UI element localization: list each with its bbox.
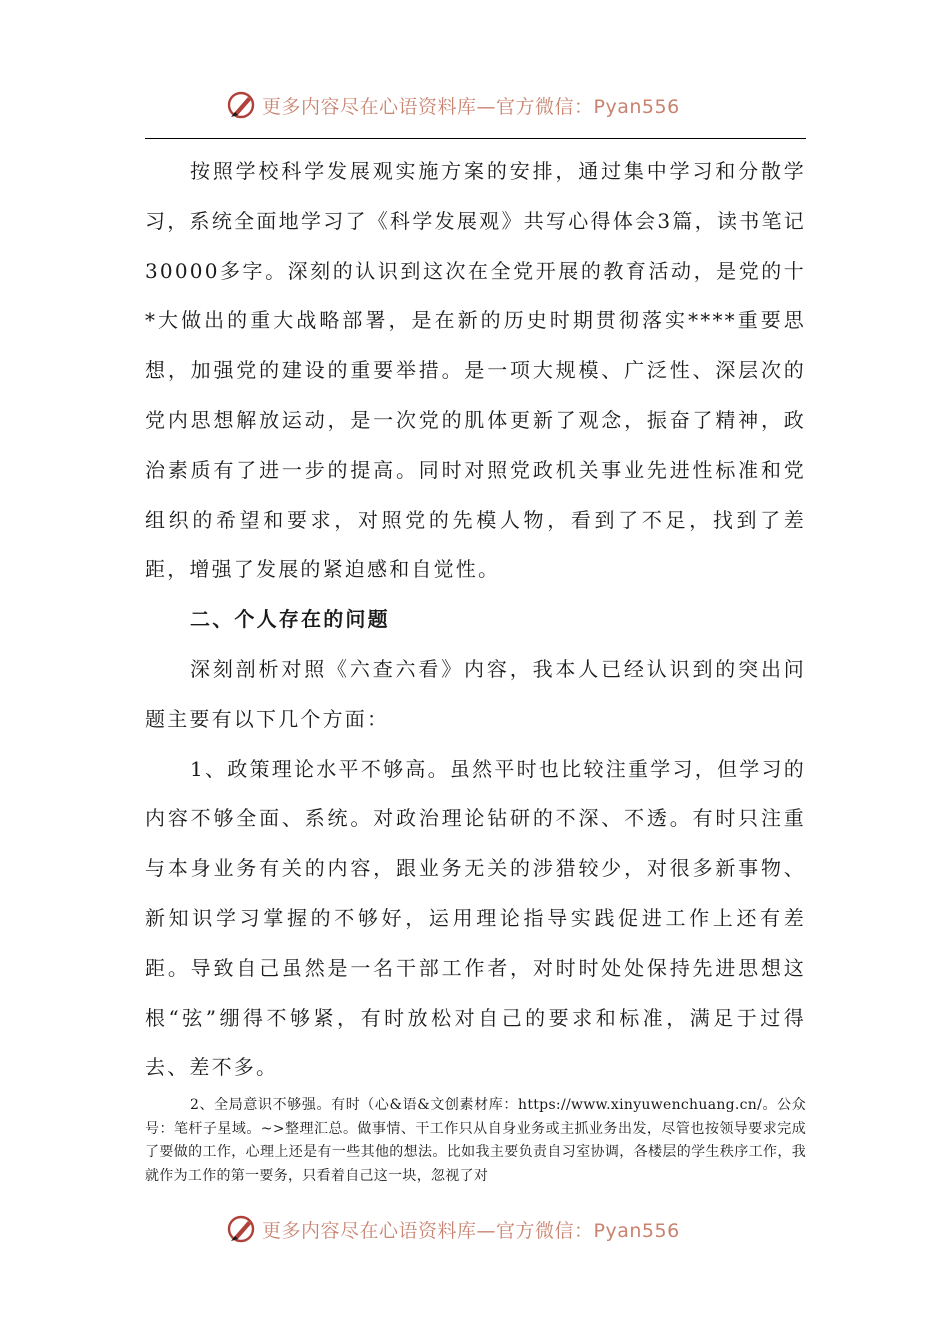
footer-banner — [226, 1212, 680, 1246]
header-divider — [145, 138, 806, 139]
small-paragraph: 2、全局意识不够强。有时（心&语&文创素材库：https://www.xinyuwenchuang.cn/。公众号：笔杆子星域。~>整理汇总。做事情、干工作只从自身业务或主抓业务出发，尽管也按领导要求完成了要做的工作，心理上还是有一些其他的想法。比如我主要负责自习室协调，各楼层的学生秩序工作，我就作为工作的第一要务，只看着自己这一块，忽视了对 — [145, 1097, 806, 1184]
section-heading: 二、个人存在的问题 — [190, 607, 390, 632]
pen-logo-icon — [226, 90, 256, 120]
small-paragraph-block — [145, 1094, 806, 1188]
paragraph: 按照学校科学发展观实施方案的安排，通过集中学习和分散学习，系统全面地学习了《科学发展观》共写心得体会3篇，读书笔记30000多字。深刻的认识到这次在全党开展的教育活动，是党的十*大做出的重大战略部署，是在新的历史时期贯彻落实****重要思想，加强党的建设的重要举措。是一项大规模、广泛性、深层次的党内思想解放运动，是一次党的肌体更新了观念，振奋了精神，政治素质有了进一步的提高。同时对照党政机关事业先进性标准和党组织的希望和要求，对照党的先模人物，看到了不足，找到了差距，增强了发展的紧迫感和自觉性。 — [145, 159, 806, 582]
document-body — [145, 147, 806, 1093]
paragraph: 1、政策理论水平不够高。虽然平时也比较注重学习，但学习的内容不够全面、系统。对政治理论钻研的不深、不透。有时只注重与本身业务有关的内容，跟业务无关的涉猎较少，对很多新事物、新知识学习掌握的不够好，运用理论指导实践促进工作上还有差距。导致自己虽然是一名干部工作者，对时时处处保持先进思想这根“弦”绷得不够紧，有时放松对自己的要求和标准，满足于过得去、差不多。 — [145, 756, 806, 1080]
pen-logo-icon — [226, 1214, 256, 1244]
paragraph: 深刻剖析对照《六查六看》内容，我本人已经认识到的突出问题主要有以下几个方面： — [145, 656, 806, 731]
banner-text: 更多内容尽在心语资料库—官方微信：Pyan556 — [262, 95, 680, 118]
banner-text: 更多内容尽在心语资料库—官方微信：Pyan556 — [262, 1219, 680, 1242]
header-banner — [226, 88, 680, 122]
